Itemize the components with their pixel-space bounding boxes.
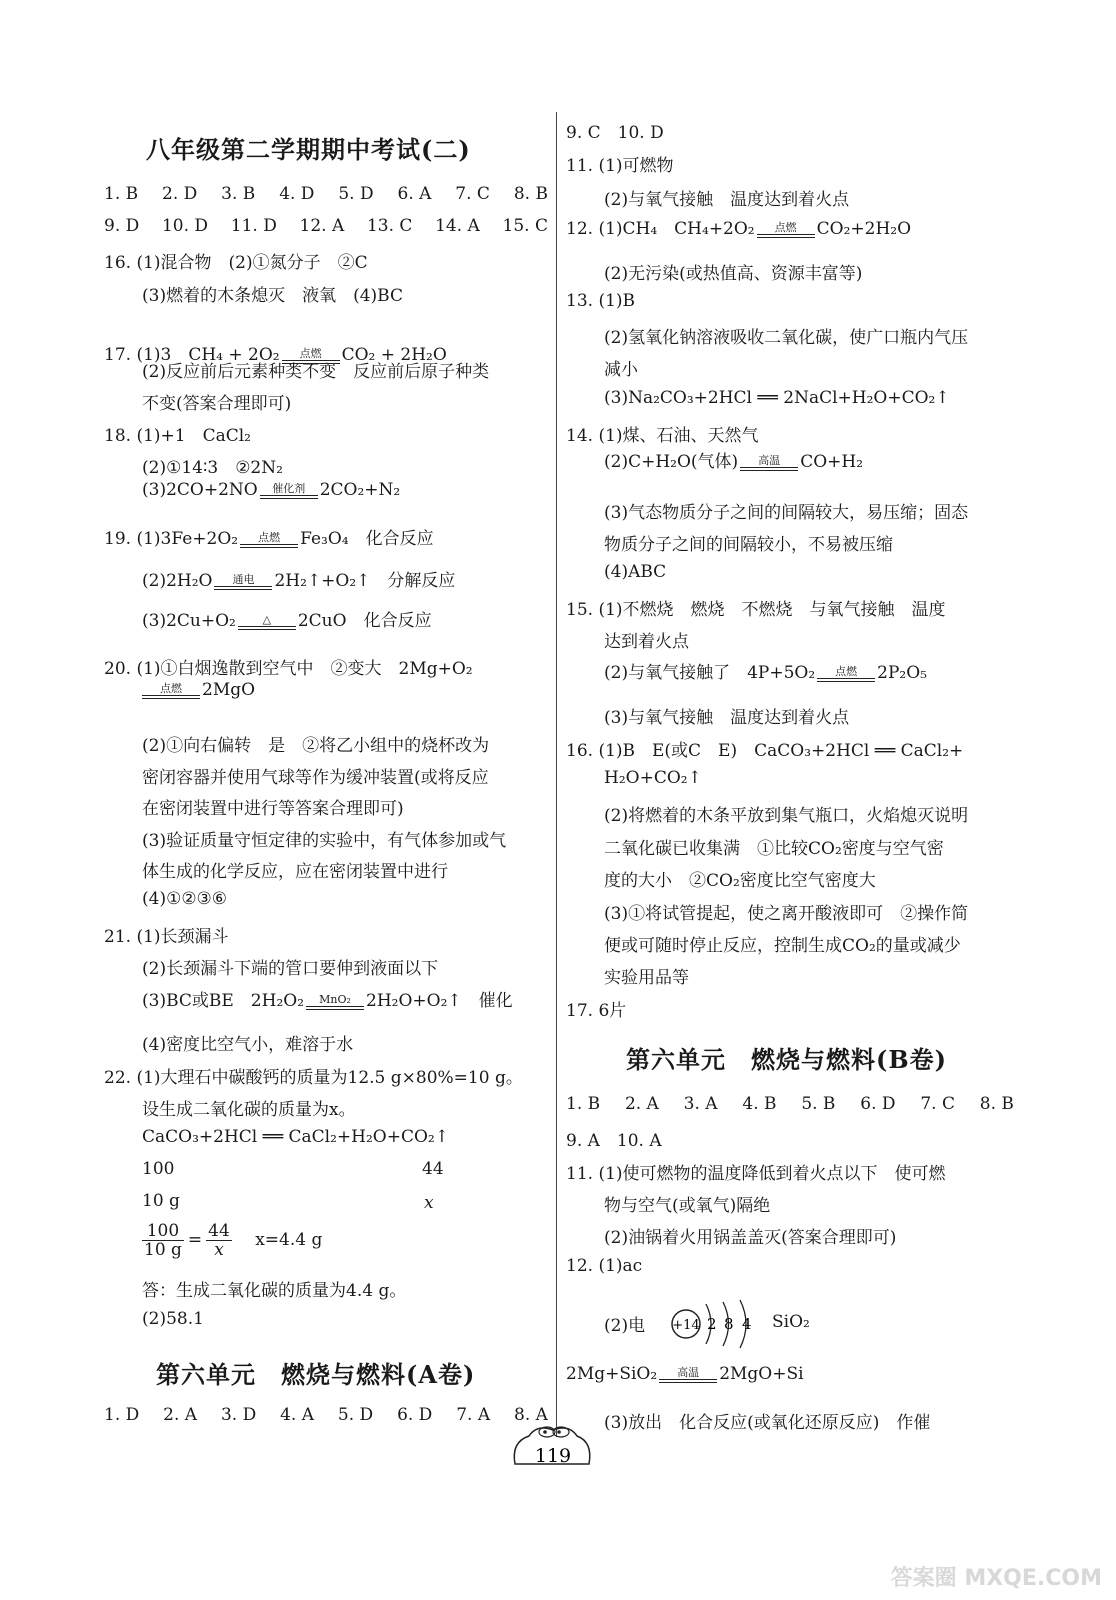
- answer-line: (2)与氧气接触 温度达到着火点: [604, 190, 850, 210]
- reaction-condition: 高温: [758, 453, 781, 467]
- answer-line: 不变(答案合理即可): [142, 394, 292, 414]
- answer-line: 9. A 10. A: [566, 1131, 662, 1151]
- answer-line: (3)气态物质分子之间的间隔较大，易压缩；固态: [604, 503, 969, 523]
- shell-electron-count: 4: [742, 1315, 752, 1333]
- equation-line: [604, 447, 863, 472]
- mcq-answer: 3. A: [683, 1094, 718, 1114]
- answer-line: 实验用品等: [604, 968, 689, 988]
- answer-line: 答：生成二氧化碳的质量为4.4 g。: [142, 1281, 407, 1301]
- equation-right: 2CO₂+N₂: [319, 480, 401, 500]
- page-number-badge: [507, 1420, 597, 1474]
- equation-right: 2MgO+Si: [719, 1364, 804, 1384]
- reaction-arrow: [757, 222, 815, 238]
- reaction-arrow: [214, 574, 272, 590]
- reaction-condition: 通电: [232, 572, 255, 586]
- equation-left: 2Mg+SiO₂: [566, 1364, 658, 1384]
- mcq-answer: 8. A: [514, 1405, 548, 1425]
- reaction-condition: 点燃: [299, 346, 322, 360]
- mcq-answer: 5. B: [801, 1094, 836, 1114]
- answer-line: 物质分子之间的间隔较小，不易被压缩: [604, 535, 893, 555]
- equation-line: [566, 214, 911, 239]
- answer-line: (4)密度比空气小，难溶于水: [142, 1035, 354, 1055]
- answer-line: (2)油锅着火用锅盖盖灭(答案合理即可): [604, 1228, 897, 1248]
- mcq-answer: 6. A: [397, 184, 432, 204]
- equation-right: CO+H₂: [800, 452, 864, 472]
- answer-line: (2)长颈漏斗下端的管口要伸到液面以下: [142, 959, 439, 979]
- mcq-row-2: [104, 216, 548, 236]
- mascot-icon: [507, 1420, 597, 1474]
- equation-line: CaCO₃+2HCl ══ CaCl₂+H₂O+CO₂↑: [142, 1127, 449, 1147]
- equation-right: 2H₂↑+O₂↑ 分解反应: [274, 571, 456, 591]
- answer-line: 在密闭装置中进行等答案合理即可): [142, 799, 404, 819]
- reaction-arrow: [306, 994, 364, 1010]
- mcq-answer: 2. A: [163, 1405, 198, 1425]
- equation-line: [604, 658, 927, 683]
- answer-line: 达到着火点: [604, 632, 689, 652]
- answer-line: 11. (1)使可燃物的温度降低到着火点以下 使可燃: [566, 1164, 946, 1184]
- reaction-condition: 点燃: [160, 681, 182, 695]
- answer-line: 22. (1)大理石中碳酸钙的质量为12.5 g×80%=10 g。: [104, 1068, 523, 1088]
- reaction-arrow: [238, 614, 296, 630]
- answer-line: 21. (1)长颈漏斗: [104, 927, 229, 947]
- equation-right: CO₂+2H₂O: [816, 219, 912, 239]
- mcq-answer: 2. A: [624, 1094, 659, 1114]
- reaction-condition: △: [262, 612, 272, 626]
- reaction-condition: 高温: [677, 1365, 700, 1379]
- fraction: $\frac{44}{x}$: [208, 1221, 230, 1260]
- answer-line: 设生成二氧化碳的质量为x。: [142, 1100, 356, 1120]
- answer-line: (4)ABC: [604, 562, 667, 582]
- equation-line: (3)Na₂CO₃+2HCl ══ 2NaCl+H₂O+CO₂↑: [604, 388, 950, 408]
- mcq-answer: 5. D: [338, 184, 374, 204]
- equation-line: [142, 986, 513, 1011]
- answer-line: (2)58.1: [142, 1309, 204, 1329]
- equation-right: Fe₃O₄ 化合反应: [300, 529, 434, 549]
- mcq-answer: 15. C: [502, 216, 548, 236]
- equation-left: 12. (1)CH₄ CH₄+2O₂: [566, 219, 755, 239]
- mcq-row-1: [104, 184, 548, 204]
- ratio-value: x: [424, 1193, 434, 1213]
- atom-structure-diagram: [670, 1296, 766, 1352]
- exam-title: 八年级第二学期期中考试(二): [146, 135, 471, 164]
- equation-right: 2CuO 化合反应: [297, 611, 432, 631]
- answer-line: (2)①14∶3 ②2N₂: [142, 458, 283, 478]
- answer-line: SiO₂: [772, 1312, 810, 1332]
- equation-left: (3)2Cu+O₂: [142, 611, 236, 631]
- equation-right: 2MgO: [202, 680, 256, 700]
- mcq-answer: 10. D: [161, 216, 209, 236]
- mcq-answer: 6. D: [860, 1094, 896, 1114]
- answer-line: 20. (1)①白烟逸散到空气中 ②变大 2Mg+O₂: [104, 659, 473, 679]
- equation-line: [566, 1364, 804, 1384]
- answer-line: (2)无污染(或热值高、资源丰富等): [604, 264, 863, 284]
- mcq-answer: 7. A: [456, 1405, 491, 1425]
- mcq-answer: 1. B: [104, 184, 139, 204]
- answer-line: (2)氢氧化钠溶液吸收二氧化碳，使广口瓶内气压: [604, 328, 969, 348]
- mcq-answer: 14. A: [435, 216, 480, 236]
- reaction-condition: 点燃: [835, 664, 858, 678]
- mcq-answer: 12. A: [299, 216, 345, 236]
- answer-line: 密闭容器并使用气球等作为缓冲装置(或将反应: [142, 768, 489, 788]
- answer-line: 13. (1)B: [566, 291, 636, 311]
- mcq-answer: 1. D: [104, 1405, 140, 1425]
- mcq-answer: 2. D: [162, 184, 198, 204]
- nucleus-charge: +14: [672, 1318, 700, 1333]
- equation-left: (3)BC或BE 2H₂O₂: [142, 991, 305, 1011]
- mcq-answer: 8. B: [513, 184, 548, 204]
- mcq-answer: 8. B: [979, 1094, 1014, 1114]
- section-title: 第六单元 燃烧与燃料(B卷): [626, 1045, 947, 1074]
- mcq-answer: 7. C: [920, 1094, 955, 1114]
- page-number: 119: [534, 1445, 572, 1467]
- proportion-equation: $\frac{100}{10 g}$ = $\frac{44}{x}$ x=4.4 g: [144, 1221, 323, 1260]
- mcq-row-4: [566, 1094, 1014, 1114]
- mcq-answer: 4. D: [279, 184, 315, 204]
- reaction-condition: 点燃: [774, 220, 797, 234]
- fraction: $\frac{100}{10 g}$: [144, 1221, 182, 1260]
- reaction-arrow: [240, 532, 298, 548]
- answer-line: 体生成的化学反应，应在密闭装置中进行: [142, 862, 448, 882]
- ratio-value: 44: [422, 1159, 444, 1179]
- mcq-answer: 4. A: [280, 1405, 315, 1425]
- answer-line: (2)电: [604, 1316, 646, 1336]
- mcq-answer: 1. B: [566, 1094, 601, 1114]
- answer-line: 17. 6片: [566, 1001, 627, 1021]
- column-divider: [556, 112, 557, 1437]
- equation-left: (2)C+H₂O(气体): [604, 452, 739, 472]
- shell-electron-count: 2: [707, 1315, 717, 1333]
- answer-line: (3)与氧气接触 温度达到着火点: [604, 708, 850, 728]
- equation-left: (3)2CO+2NO: [142, 480, 258, 500]
- reaction-arrow: [142, 683, 200, 699]
- answer-line: (2)①向右偏转 是 ②将乙小组中的烧杯改为: [142, 736, 490, 756]
- answer-line: 16. (1)B E(或C E) CaCO₃+2HCl ══ CaCl₂+: [566, 741, 964, 761]
- equation-right: 2H₂O+O₂↑ 催化: [366, 991, 513, 1011]
- answer-line: 减小: [604, 360, 638, 380]
- answer-line: (3)验证质量守恒定律的实验中，有气体参加或气: [142, 831, 507, 851]
- answer-line: (3)燃着的木条熄灭 液氧 (4)BC: [142, 286, 403, 306]
- answer-line: (4)①②③⑥: [142, 889, 228, 909]
- reaction-arrow: [740, 455, 798, 471]
- equation-line: [142, 680, 255, 700]
- ratio-value: 10 g: [142, 1191, 180, 1211]
- mcq-answer: 11. D: [230, 216, 277, 236]
- mcq-answer: 3. B: [221, 184, 256, 204]
- answer-line: 9. C 10. D: [566, 123, 664, 143]
- answer-line: 18. (1)+1 CaCl₂: [104, 426, 251, 446]
- answer-line: 便或可随时停止反应，控制生成CO₂的量或减少: [604, 936, 961, 956]
- answer-line: (3)①将试管提起，使之离开酸液即可 ②操作简: [604, 904, 969, 924]
- solution-value: x=4.4 g: [255, 1230, 323, 1250]
- mcq-row-3: [104, 1405, 548, 1425]
- answer-line: (3)放出 化合反应(或氧化还原反应) 作催: [604, 1413, 931, 1433]
- equation-left: (2)与氧气接触了 4P+5O₂: [604, 663, 816, 683]
- answer-line: 度的大小 ②CO₂密度比空气密度大: [604, 871, 876, 891]
- mcq-answer: 9. D: [104, 216, 140, 236]
- mcq-answer: 6. D: [397, 1405, 433, 1425]
- ratio-value: 100: [142, 1159, 175, 1179]
- equation-line: [142, 480, 400, 500]
- reaction-condition: MnO₂: [319, 992, 351, 1006]
- reaction-arrow: [659, 1367, 717, 1383]
- equation-right: CO₂ + 2H₂O: [341, 345, 447, 365]
- mcq-answer: 4. B: [742, 1094, 777, 1114]
- answer-line: (2)将燃着的木条平放到集气瓶口，火焰熄灭说明: [604, 806, 969, 826]
- answer-line: 物与空气(或氧气)隔绝: [604, 1196, 771, 1216]
- watermark-logo: 答案圈 MXQE.COM: [890, 1566, 1102, 1591]
- equation-left: 19. (1)3Fe+2O₂: [104, 529, 239, 549]
- answer-line: 二氧化碳已收集满 ①比较CO₂密度与空气密: [604, 839, 944, 859]
- shell-electron-count: 8: [724, 1315, 734, 1333]
- reaction-condition: 催化剂: [272, 481, 306, 495]
- mcq-answer: 3. D: [220, 1405, 257, 1425]
- mcq-answer: 13. C: [366, 216, 413, 236]
- equation-left: 17. (1)3 CH₄ + 2O₂: [104, 345, 280, 365]
- answer-line: 14. (1)煤、石油、天然气: [566, 426, 759, 446]
- equation-line: [142, 606, 432, 631]
- answer-line: 15. (1)不燃烧 燃烧 不燃烧 与氧气接触 温度: [566, 600, 946, 620]
- reaction-condition: 点燃: [258, 530, 281, 544]
- reaction-arrow: [260, 483, 318, 499]
- answer-line: 16. (1)混合物 (2)①氮分子 ②C: [104, 253, 368, 273]
- mcq-answer: 5. D: [337, 1405, 374, 1425]
- answer-line: (2)反应前后元素种类不变 反应前后原子种类: [142, 362, 490, 382]
- equation-right: 2P₂O₅: [877, 663, 927, 683]
- section-title: 第六单元 燃烧与燃料(A卷): [156, 1360, 476, 1389]
- reaction-arrow: [817, 666, 875, 682]
- answer-line: 11. (1)可燃物: [566, 156, 674, 176]
- equation-line: [142, 566, 455, 591]
- answer-line: 12. (1)ac: [566, 1256, 643, 1276]
- equation-line: [104, 524, 434, 549]
- answer-line: H₂O+CO₂↑: [604, 768, 702, 788]
- mcq-answer: 7. C: [455, 184, 490, 204]
- equation-left: (2)2H₂O: [142, 571, 213, 591]
